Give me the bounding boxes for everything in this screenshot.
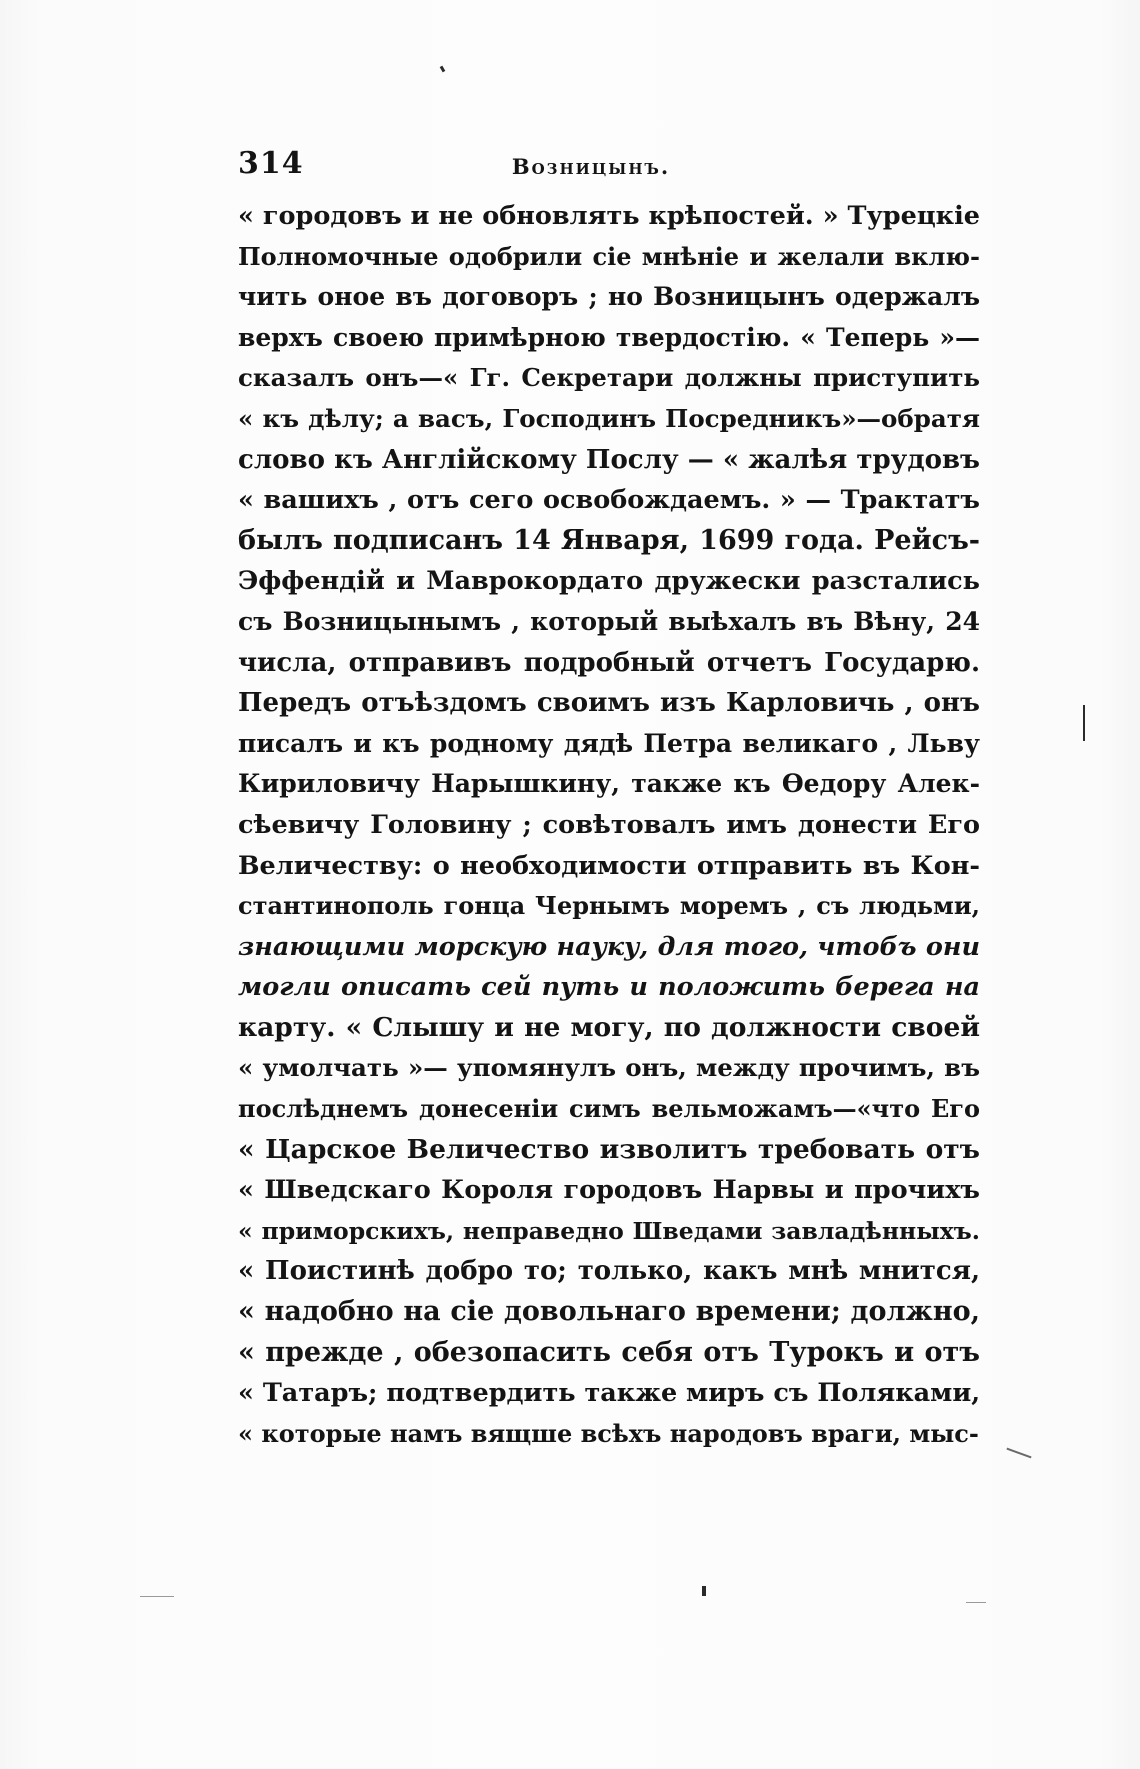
text-line: « прежде , обезопасить себя отъ Турокъ и отъ [238, 1336, 980, 1368]
text-line: « приморскихъ, неправедно Шведами завладѣнныхъ. [238, 1216, 980, 1245]
text-line: « къ дѣлу; а васъ, Господинъ Посредникъ»—обратя [238, 403, 980, 433]
text-line: « Царское Величество изволитъ требовать отъ [238, 1133, 980, 1165]
text-line: Передъ отъѣздомъ своимъ изъ Карловичь , онъ [238, 688, 980, 719]
text-line: Эффендій и Маврокордато дружески разстались [238, 566, 980, 597]
text-line: « Татаръ; подтвердить также миръ съ Поляками, [238, 1378, 981, 1409]
text-line: стантинополь гонца Чернымъ моремъ , съ людьми, [238, 891, 980, 921]
scan-speck [702, 1586, 706, 1596]
text-line: сѣевичу Головину ; совѣтовалъ имъ донести Его [238, 809, 980, 840]
text-line: « Поистинѣ добро то; только, какъ мнѣ мнится, [238, 1256, 980, 1287]
text-line: « вашихъ , отъ сего освобождаемъ. » — Трактатъ [238, 485, 980, 516]
text-line: писалъ и къ родному дядѣ Петра великаго , Льву [238, 728, 980, 758]
scan-speck [1006, 1448, 1031, 1459]
text-line: былъ подписанъ 14 Января, 1699 года. Рейсъ- [238, 524, 980, 556]
text-line: « надобно на сіе довольнаго времени; должно, [238, 1296, 980, 1328]
scan-speck [966, 1602, 986, 1603]
page-header [238, 146, 980, 186]
text-line: « которые намъ вящше всѣхъ народовъ враги, мыс- [238, 1418, 979, 1448]
text-line: Величеству: о необходимости отправить въ Кон- [238, 850, 980, 881]
text-line: слово къ Англійскому Послу — « жалѣя трудовъ [238, 444, 980, 475]
text-line: послѣднемъ донесеніи симъ вельможамъ—«что Его [238, 1094, 980, 1124]
text-line: съ Возницынымъ , который выѣхалъ въ Вѣну, 24 [238, 606, 980, 636]
text-line: сказалъ онъ—« Гг. Секретари должны приступить [238, 363, 980, 393]
text-line-italic: знающими морскую науку, для того, чтобъ они [238, 931, 980, 962]
text-line: карту. « Слышу и не могу, по должности своей [238, 1011, 980, 1043]
text-line: Полномочные одобрили сіе мнѣніе и желали вклю- [238, 241, 980, 271]
text-line: верхъ своею примѣрною твердостію. « Теперь »— [238, 322, 980, 352]
body-text [238, 196, 980, 1454]
page-number: 314 [238, 146, 304, 181]
scan-speck [440, 66, 446, 73]
text-line: числа, отправивъ подробный отчетъ Государю. [238, 647, 980, 678]
text-line: « городовъ и не обновлять крѣпостей. » Турецкіе [238, 201, 980, 231]
text-line: чить оное въ договоръ ; но Возницынъ одержалъ [238, 282, 980, 312]
text-line-italic: могли описать сей путь и положить берега на [238, 972, 980, 1003]
scan-speck [140, 1596, 174, 1597]
text-line: « Шведскаго Короля городовъ Нарвы и прочихъ [238, 1175, 980, 1206]
scan-speck [1083, 705, 1085, 741]
running-head: Возницынъ. [511, 154, 671, 179]
text-line: « умолчать »— упомянулъ онъ, между прочимъ, въ [238, 1053, 980, 1083]
text-line: Кириловичу Нарышкину, также къ Ѳедору Алек- [238, 769, 980, 799]
